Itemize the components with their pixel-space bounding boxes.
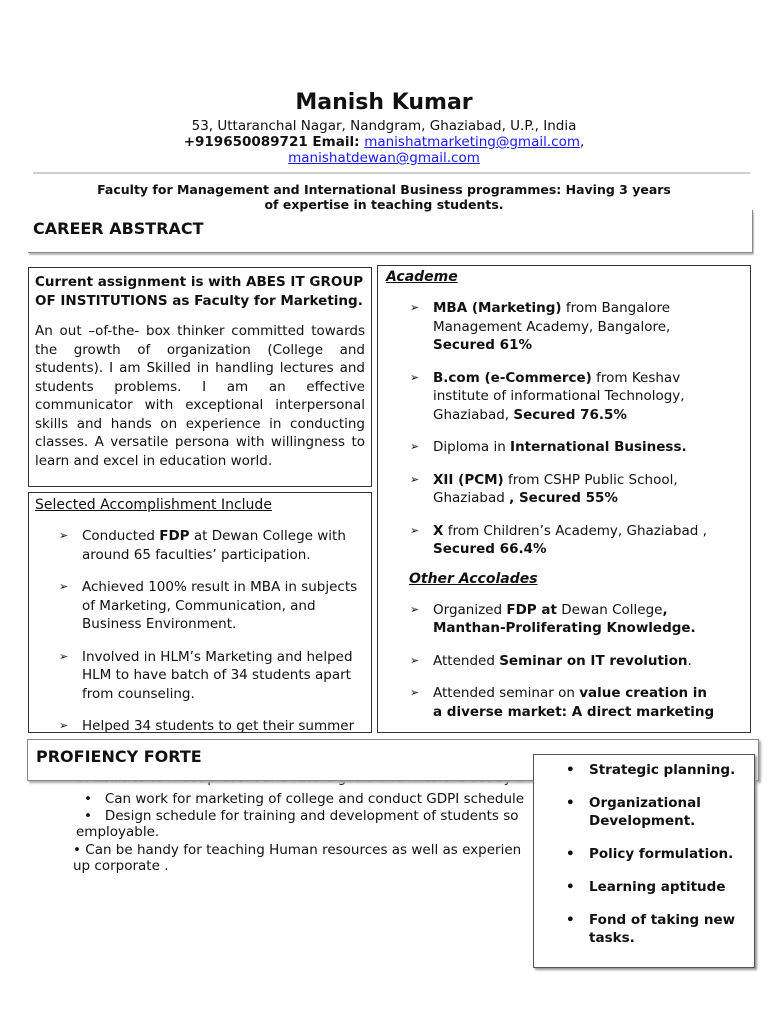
list-item xyxy=(410,471,720,508)
forte-skills-list xyxy=(534,755,744,947)
item-text: Organized xyxy=(433,601,507,618)
arrow-bullet-icon: ➢ xyxy=(410,472,420,486)
list-item xyxy=(410,652,720,671)
list-item xyxy=(564,845,744,863)
accomplishments-box xyxy=(28,492,372,733)
item-text: Dewan College xyxy=(556,601,663,618)
skill-text: Policy formulation. xyxy=(589,846,734,862)
email-link-1[interactable]: manishatmarketing@gmail.com xyxy=(364,134,580,150)
arrow-bullet-icon: ➢ xyxy=(59,719,69,732)
score: Secured 66.4% xyxy=(433,541,547,557)
item-text: Can work for marketing of college and conduct GDPI schedule xyxy=(104,791,525,807)
dot-bullet-icon: • xyxy=(84,808,105,824)
item-text: from CSHP Public School, Ghaziabad xyxy=(433,471,678,506)
arrow-bullet-icon: ➢ xyxy=(59,580,69,593)
skill-text: Learning aptitude xyxy=(589,879,726,895)
arrow-bullet-icon: ➢ xyxy=(410,370,420,384)
item-bold: FDP xyxy=(159,528,190,544)
list-item xyxy=(564,794,744,830)
skill-text: Strategic planning. xyxy=(589,762,736,778)
list-item xyxy=(84,791,524,808)
item-text: from Keshav institute of informational Technology, Ghaziabad, xyxy=(433,369,685,423)
dot-bullet-icon: • xyxy=(566,795,575,811)
accolades-list xyxy=(410,601,720,722)
academe-list xyxy=(410,299,720,559)
list-item xyxy=(410,438,720,457)
career-description: An out –of-the- box thinker committed towards the growth of organization (College and students). I am Skilled in handling lectures and students problems. I am an effective communicator with exceptional interpersonal skills and hands on experience in conducting classes. A versatile persona with willingness to learn and excel in education world. xyxy=(35,323,365,469)
list-item xyxy=(564,911,744,947)
address: 53, Uttaranchal Nagar, Nandgram, Ghaziabad, U.P., India xyxy=(191,118,577,134)
arrow-bullet-icon: ➢ xyxy=(59,529,69,542)
dot-bullet-icon: • xyxy=(566,879,575,895)
arrow-bullet-icon: ➢ xyxy=(59,649,69,663)
list-item xyxy=(84,808,519,825)
arrow-bullet-icon: ➢ xyxy=(410,653,420,667)
list-item xyxy=(564,878,744,896)
summary-line-2: of expertise in teaching students. xyxy=(264,197,504,212)
forte-skills-box xyxy=(533,754,755,968)
item-bold: Seminar on IT revolution xyxy=(499,652,688,669)
item-text: Helped 34 students to get their summer xyxy=(82,718,355,733)
list-item xyxy=(59,648,365,704)
degree-name: X xyxy=(433,522,444,539)
list-item xyxy=(410,299,720,355)
career-abstract-title: CAREER ABSTRACT xyxy=(33,219,204,238)
skill-text: Fond of taking new tasks. xyxy=(589,912,736,946)
list-item xyxy=(59,527,365,564)
proficiency-text-area xyxy=(70,770,532,876)
email-line-2 xyxy=(0,150,768,166)
score: , Secured 55% xyxy=(509,490,618,506)
dot-bullet-icon: • xyxy=(566,912,575,928)
proficiency-title: PROFIENCY FORTE xyxy=(36,747,202,766)
item-text: Diploma in xyxy=(433,439,511,455)
list-item-continuation: employable. xyxy=(76,824,160,840)
list-item xyxy=(410,684,720,721)
list-item xyxy=(564,761,744,779)
item-text: Involved in HLM’s Marketing and helped HLM to have batch of 34 students apart from counseling. xyxy=(82,648,353,702)
academe-box xyxy=(377,265,751,733)
list-item xyxy=(410,369,720,425)
current-assignment: Current assignment is with ABES IT GROUP OF INSTITUTIONS as Faculty for Marketing. xyxy=(35,274,364,309)
score: Secured 76.5% xyxy=(513,406,627,423)
candidate-name: Manish Kumar xyxy=(295,90,473,115)
item-text: Design schedule for training and development of students so xyxy=(104,808,519,824)
academe-title: Academe xyxy=(386,269,458,285)
item-bold: , Manthan-Proliferating Knowledge. xyxy=(433,601,696,636)
item-text: . xyxy=(687,652,692,669)
list-item xyxy=(59,578,365,634)
arrow-bullet-icon: ➢ xyxy=(410,686,420,699)
dot-bullet-icon: • xyxy=(566,846,575,862)
list-item xyxy=(410,601,720,638)
item-text: Achieved 100% result in MBA in subjects of Marketing, Communication, and Business Environment. xyxy=(82,579,358,632)
list-item xyxy=(59,717,365,733)
career-abstract-box xyxy=(28,267,372,487)
degree-name: XII (PCM) xyxy=(433,471,504,488)
header-divider xyxy=(33,172,750,174)
item-text: from Children’s Academy, Ghaziabad , xyxy=(443,522,707,539)
item-bold: value creation in a diverse market: A direct marketing xyxy=(433,685,715,720)
summary-line-1: Faculty for Management and International Business programmes: Having 3 years xyxy=(97,182,671,197)
degree-name: International Business. xyxy=(510,439,687,455)
item-text: from Bangalore Management Academy, Bangalore, xyxy=(433,300,671,335)
arrow-bullet-icon: ➢ xyxy=(410,602,420,616)
item-text: Conducted xyxy=(82,528,160,544)
profile-summary xyxy=(0,182,768,212)
accomplishments-title: Selected Accomplishment Include xyxy=(35,497,272,513)
list-item xyxy=(73,842,521,859)
dot-bullet-icon: • xyxy=(73,842,86,858)
score: Secured 61% xyxy=(433,337,532,353)
list-item xyxy=(410,522,720,559)
item-text: Attended xyxy=(433,652,500,669)
item-text: at Dewan College with around 65 faculties’ participation. xyxy=(82,528,346,563)
accomplishments-list xyxy=(59,527,365,733)
arrow-bullet-icon: ➢ xyxy=(410,301,420,314)
list-item-continuation: up corporate . xyxy=(73,858,169,874)
item-text: Attended seminar on xyxy=(433,685,580,701)
degree-name: B.com (e-Commerce) xyxy=(433,369,592,386)
arrow-bullet-icon: ➢ xyxy=(410,440,420,453)
skill-text: Organizational Development. xyxy=(589,795,701,829)
degree-name: MBA (Marketing) xyxy=(433,300,562,316)
email-separator: , xyxy=(579,134,585,150)
contact-line xyxy=(0,134,768,150)
phone-label: +919650089721 Email: xyxy=(183,134,365,150)
career-abstract-header xyxy=(28,210,753,253)
item-text: Can be handy for teaching Human resources as well as experien xyxy=(85,842,522,858)
dot-bullet-icon: • xyxy=(566,762,575,778)
dot-bullet-icon: • xyxy=(84,791,105,807)
accolades-title: Other Accolades xyxy=(409,570,538,587)
item-bold: FDP at xyxy=(506,601,557,618)
arrow-bullet-icon: ➢ xyxy=(410,523,420,537)
email-link-2[interactable]: manishatdewan@gmail.com xyxy=(288,150,480,166)
